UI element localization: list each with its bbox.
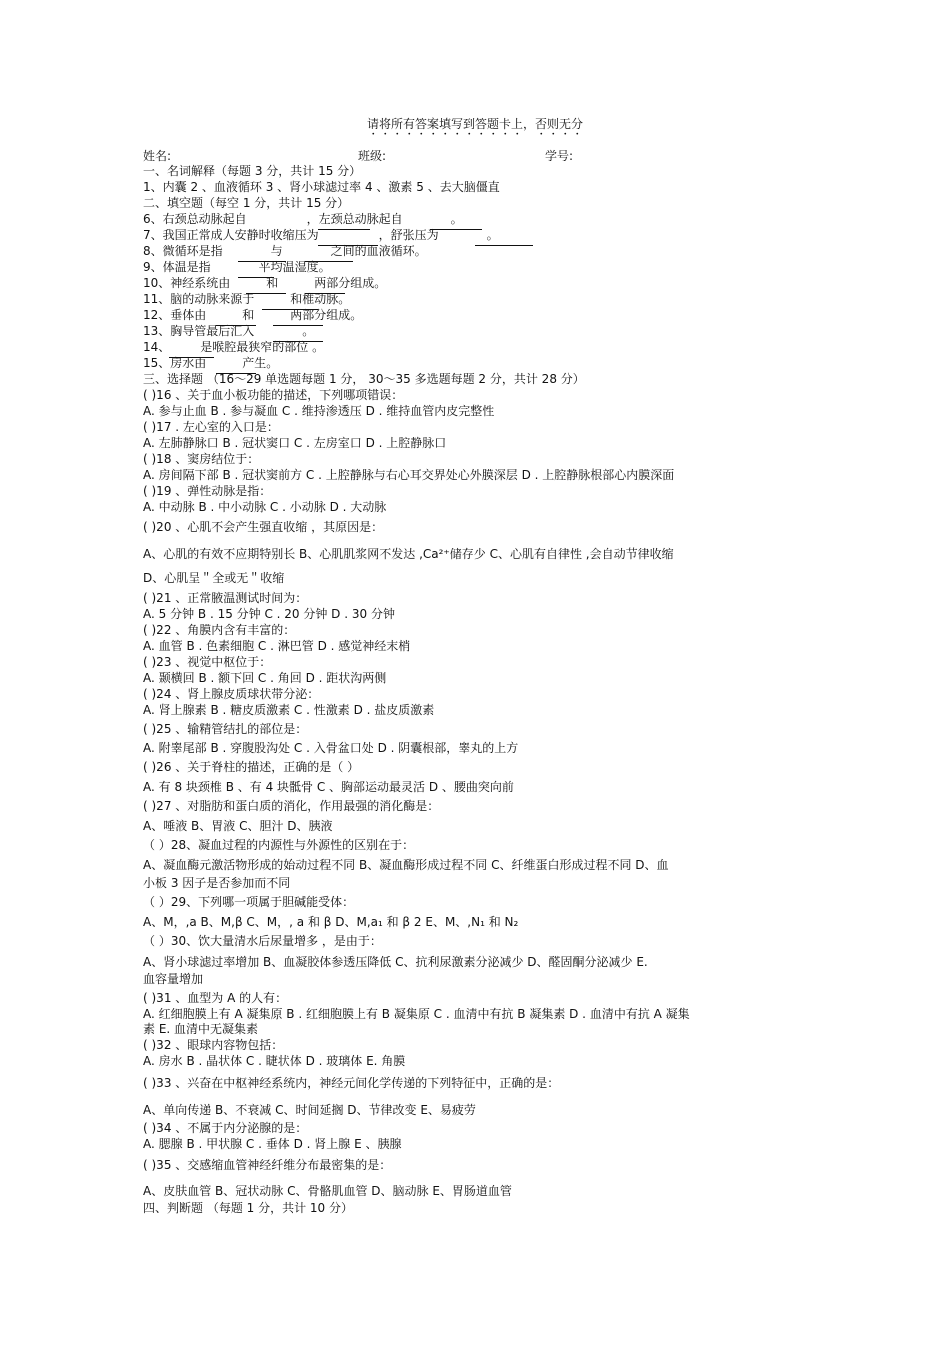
question-stem: ( )34 、不属于内分泌腺的是： — [143, 1121, 308, 1135]
answer-options: A. 中动脉 B . 中小动脉 C . 小动脉 D . 大动脉 — [143, 500, 387, 514]
answer-options: A、皮肤血管 B、冠状动脉 C、骨骼肌血管 D、脑动脉 E、胃肠道血管 — [143, 1184, 512, 1198]
question-stem: ( )20 、心肌不会产生强直收缩 ，其原因是： — [143, 520, 384, 534]
fill-question: 6、右颈总动脉起自 ，左颈总动脉起自 。 — [143, 212, 463, 226]
section-heading: 二、填空题（每空 1 分，共计 15 分） — [143, 196, 350, 210]
answer-options: A. 左肺静脉口 B . 冠状窦口 C . 左房室口 D . 上腔静脉口 — [143, 436, 447, 450]
answer-options: A. 房间隔下部 B . 冠状窦前方 C . 上腔静脉与右心耳交界处心外膜深层 D . 上腔静脉根部心内膜深面 — [143, 468, 675, 482]
answer-options: A. 参与止血 B . 参与凝血 C . 维持渗透压 D . 维持血管内皮完整性 — [143, 404, 495, 418]
answer-blank — [246, 293, 286, 294]
answer-options: A. 5 分钟 B . 15 分钟 C . 20 分钟 D . 30 分钟 — [143, 607, 395, 621]
fill-question: 14、 是喉腔最狭窄的部位 。 — [143, 340, 325, 354]
question-stem: ( )19 、弹性动脉是指： — [143, 484, 272, 498]
question-stem: ( )23 、视觉中枢位于： — [143, 655, 272, 669]
answer-options: A、单向传递 B、不衰减 C、时间延搁 D、节律改变 E、易疲劳 — [143, 1103, 476, 1117]
answer-options: 素 E. 血清中无凝集素 — [143, 1022, 259, 1036]
question-stem: ( )18 、窦房结位于： — [143, 452, 260, 466]
student-id-label: 学号: — [545, 149, 574, 163]
answer-blank — [318, 245, 378, 246]
answer-blank — [305, 293, 345, 294]
fill-question: 8、微循环是指 与 之间的血液循环。 — [143, 244, 427, 258]
answer-options: A. 颞横回 B . 额下回 C . 角回 D . 距状沟两侧 — [143, 671, 387, 685]
answer-blank — [169, 357, 214, 358]
answer-options: A. 肾上腺素 B . 糖皮质激素 C . 性激素 D . 盐皮质激素 — [143, 703, 435, 717]
question-stem: ( )16 、关于血小板功能的描述，下列哪项错误： — [143, 388, 404, 402]
fill-question: 12、垂体由 和 两部分组成。 — [143, 308, 363, 322]
fill-question: 9、体温是指 平均温湿度。 — [143, 260, 331, 274]
answer-blank — [262, 309, 318, 310]
question-stem: ( )26 、关于脊柱的描述，正确的是（ ） — [143, 760, 360, 774]
question-stem: ( )24 、肾上腺皮质球状带分泌： — [143, 687, 320, 701]
question-stem: ( )35 、交感缩血管神经纤维分布最密集的是： — [143, 1158, 392, 1172]
fill-question: 15、房水由 产生。 — [143, 356, 279, 370]
fill-question: 11、脑的动脉来源于 和椎动脉。 — [143, 292, 351, 306]
answer-options: A. 腮腺 B . 甲状腺 C . 垂体 D . 肾上腺 E 、胰腺 — [143, 1137, 402, 1151]
answer-options: A. 附睾尾部 B . 穿腹股沟处 C . 入骨盆口处 D . 阴囊根部，睾丸的上方 — [143, 741, 519, 755]
answer-blank — [430, 229, 482, 230]
answer-blank — [238, 277, 274, 278]
answer-options: D、心肌呈＂全或无＂收缩 — [143, 571, 285, 585]
term-list: 1、内囊 2 、血液循环 3 、肾小球滤过率 4 、激素 5 、去大脑僵直 — [143, 180, 500, 194]
answer-blank — [273, 325, 323, 326]
class-label: 班级: — [358, 149, 387, 163]
answer-options: A. 血管 B . 色素细胞 C . 淋巴管 D . 感觉神经末梢 — [143, 639, 411, 653]
section-heading: 一、名词解释（每题 3 分，共计 15 分） — [143, 164, 362, 178]
answer-blank — [305, 261, 353, 262]
answer-options: 血容量增加 — [143, 972, 204, 986]
question-stem: ( )33 、兴奋在中枢神经系统内，神经元间化学传递的下列特征中，正确的是： — [143, 1076, 560, 1090]
answer-options: A. 红细胞膜上有 A 凝集原 B . 红细胞膜上有 B 凝集原 C . 血清中有抗 B 凝集素 D . 血清中有抗 A 凝集 — [143, 1007, 690, 1021]
answer-options: A、唾液 B、胃液 C、胆汁 D、胰液 — [143, 819, 333, 833]
answer-options: 小板 3 因子是否参加而不同 — [143, 876, 291, 890]
question-stem: ( )22 、角膜内含有丰富的： — [143, 623, 296, 637]
answer-blank — [216, 325, 256, 326]
question-stem: ( )31 、血型为 A 的人有： — [143, 991, 288, 1005]
name-label: 姓名: — [143, 149, 172, 163]
fill-question: 7、我国正常成人安静时收缩压为 ，舒张压为 。 — [143, 228, 499, 242]
question-stem: （ ）30、饮大量清水后尿量增多 ，是由于： — [143, 934, 382, 948]
section-heading: 三、选择题 （16～29 单选题每题 1 分， 30～35 多选题每题 2 分，共计 28 分） — [143, 372, 585, 386]
fill-question: 10、神经系统由 和 两部分组成。 — [143, 276, 387, 290]
answer-blank — [475, 245, 533, 246]
question-stem: ( )27 、对脂肪和蛋白质的消化，作用最强的消化酶是： — [143, 799, 440, 813]
answer-options: A、心肌的有效不应期特别长 B、心肌肌浆网不发达 ,Ca²⁺储存少 C、心肌有自律性 ,会自动节律收缩 — [143, 547, 674, 561]
question-stem: ( )32 、眼球内容物包括： — [143, 1038, 284, 1052]
answer-blank — [318, 229, 370, 230]
fill-question: 13、胸导管最后汇入 。 — [143, 324, 315, 338]
section-heading: 四、判断题 （每题 1 分，共计 10 分） — [143, 1201, 353, 1215]
answer-blank — [273, 341, 323, 342]
question-stem: （ ）29、下列哪一项属于胆碱能受体： — [143, 895, 355, 909]
answer-options: A. 房水 B . 晶状体 C . 睫状体 D . 玻璃体 E. 角膜 — [143, 1054, 406, 1068]
answer-options: A、凝血酶元激活物形成的始动过程不同 B、凝血酶形成过程不同 C、纤维蛋白形成过程不同 D、血 — [143, 858, 669, 872]
answer-blank — [216, 373, 256, 374]
question-stem: ( )21 、正常腋温测试时间为： — [143, 591, 308, 605]
question-stem: （ ）28、凝血过程的内源性与外源性的区别在于： — [143, 838, 415, 852]
question-stem: ( )17 . 左心室的入口是： — [143, 420, 279, 434]
page-title: 请将所有答案填写到答题卡上，否则无分 — [366, 117, 583, 131]
question-stem: ( )25 、输精管结扎的部位是： — [143, 722, 308, 736]
answer-options: A、肾小球滤过率增加 B、血凝胶体参透压降低 C、抗利尿激素分泌减少 D、醛固酮分泌减少 E. — [143, 955, 648, 969]
answer-options: A、M，,a B、M,β C、M，, a 和 β D、M,a₁ 和 β 2 E、M、,N₁ 和 N₂ — [143, 915, 519, 929]
answer-options: A. 有 8 块颈椎 B 、有 4 块骶骨 C 、胸部运动最灵活 D 、腰曲突向前 — [143, 780, 514, 794]
answer-blank — [238, 261, 286, 262]
